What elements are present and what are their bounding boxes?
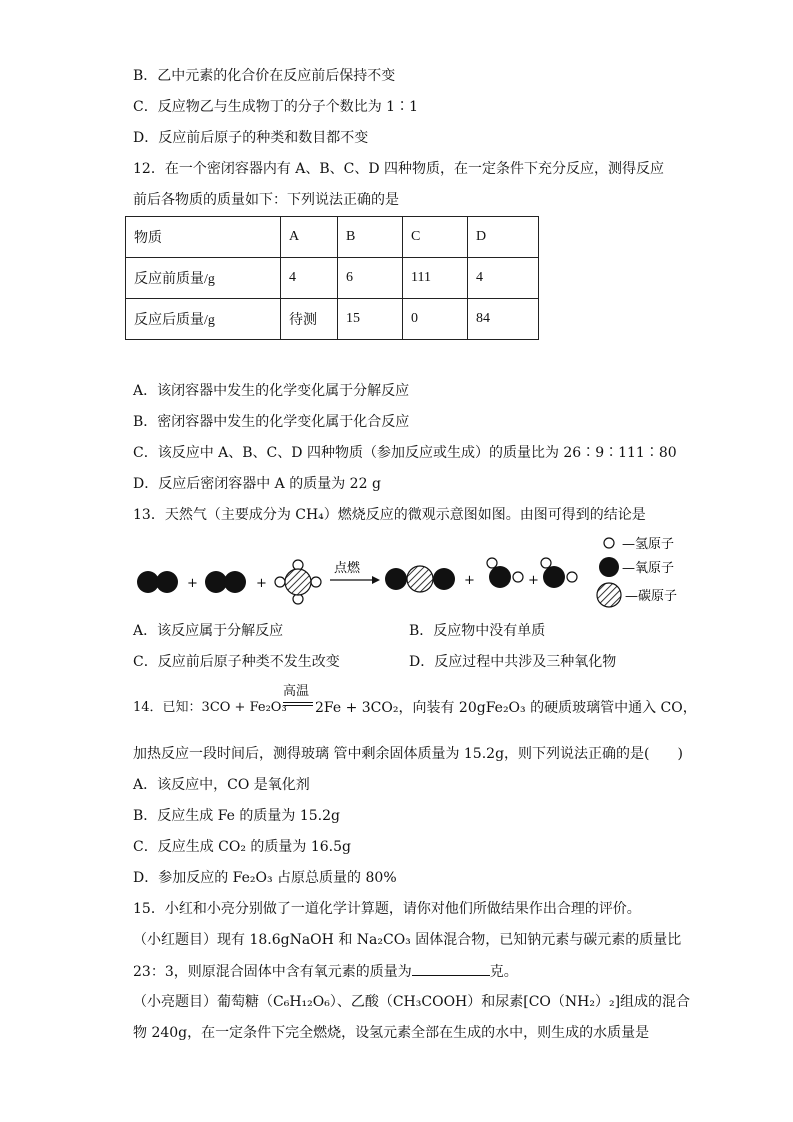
table-cell: B bbox=[338, 217, 403, 258]
table-cell: 6 bbox=[338, 258, 403, 299]
q13-option-b: B．反应物中没有单质 bbox=[409, 623, 546, 639]
q12-stem: 12．在一个密闭容器内有 A、B、C、D 四种物质，在一定条件下充分反应，测得反应 bbox=[133, 161, 665, 177]
table-cell: C bbox=[403, 217, 468, 258]
q12-option-c: C．该反应中 A、B、C、D 四种物质（参加反应或生成）的质量比为 26∶9∶111∶80 bbox=[133, 445, 677, 461]
legend-hydrogen: —氢原子 bbox=[622, 537, 675, 552]
q15-xiaohong-text: 23：3，则原混合固体中含有氧元素的质量为 bbox=[133, 964, 412, 980]
answer-blank[interactable] bbox=[412, 961, 490, 976]
carbon-dioxide-molecule bbox=[385, 566, 455, 592]
q15-stem: 15．小红和小亮分别做了一道化学计算题，请你对他们所做结果作出合理的评价。 bbox=[133, 901, 641, 917]
q13-option-d: D．反应过程中共涉及三种氧化物 bbox=[409, 654, 617, 670]
methane-molecule bbox=[275, 560, 321, 604]
table-cell: 15 bbox=[338, 299, 403, 340]
q14-option-d: D．参加反应的 Fe₂O₃ 占原总质量的 80% bbox=[133, 870, 397, 886]
plus-sign: + bbox=[464, 573, 475, 588]
carbon-legend-icon bbox=[597, 583, 621, 607]
table-cell: 反应前质量/g bbox=[126, 258, 281, 299]
equation-sign bbox=[283, 705, 313, 706]
q13-option-c: C．反应前后原子种类不发生改变 bbox=[133, 654, 340, 670]
table-row bbox=[126, 299, 539, 340]
q14-stem-left: 14．已知：3CO + Fe₂O₃ bbox=[133, 700, 287, 715]
reaction-diagram bbox=[128, 530, 688, 612]
legend bbox=[597, 537, 677, 607]
q14-option-b: B．反应生成 Fe 的质量为 15.2g bbox=[133, 808, 341, 824]
plus-sign: + bbox=[187, 576, 198, 591]
q15-xiaoliang-cont: 物 240g，在一定条件下完全燃烧，设氢元素全部在生成的水中，则生成的水质量是 bbox=[133, 1025, 650, 1041]
table-cell: 4 bbox=[281, 258, 338, 299]
q14-stem-right: 2Fe + 3CO₂，向装有 20gFe₂O₃ 的硬质玻璃管中通入 CO， bbox=[315, 700, 697, 716]
q11-option-d: D．反应前后原子的种类和数目都不变 bbox=[133, 130, 369, 146]
q11-option-c: C．反应物乙与生成物丁的分子个数比为 1∶1 bbox=[133, 99, 418, 115]
table-cell: D bbox=[468, 217, 539, 258]
q15-xiaohong: （小红题目）现有 18.6gNaOH 和 Na₂CO₃ 固体混合物，已知钠元素与碳元素的质量比 bbox=[133, 932, 682, 948]
table-row bbox=[126, 217, 539, 258]
q12-stem-cont: 前后各物质的质量如下：下列说法正确的是 bbox=[133, 192, 399, 208]
table-cell: 4 bbox=[468, 258, 539, 299]
reaction-arrow bbox=[330, 576, 380, 584]
table-cell: 84 bbox=[468, 299, 539, 340]
q12-option-a: A．该闭容器中发生的化学变化属于分解反应 bbox=[133, 383, 410, 399]
mass-table bbox=[125, 216, 539, 340]
plus-sign: + bbox=[528, 573, 539, 588]
hydrogen-legend-icon bbox=[604, 538, 614, 548]
water-molecule bbox=[541, 558, 577, 588]
q13-option-a: A．该反应属于分解反应 bbox=[133, 623, 284, 639]
table-row bbox=[126, 258, 539, 299]
q15-xiaoliang: （小亮题目）葡萄糖（C₆H₁₂O₆）、乙酸（CH₃COOH）和尿素[CO（NH₂）₂]组成的混合 bbox=[133, 994, 691, 1010]
q11-option-b: B．乙中元素的化合价在反应前后保持不变 bbox=[133, 68, 396, 84]
oxygen-molecule bbox=[205, 571, 246, 593]
reaction-condition: 高温 bbox=[283, 684, 310, 699]
q12-option-d: D．反应后密闭容器中 A 的质量为 22 g bbox=[133, 476, 381, 492]
oxygen-legend-icon bbox=[599, 557, 619, 577]
q14-option-a: A．该反应中，CO 是氧化剂 bbox=[133, 777, 310, 793]
equation-sign bbox=[283, 702, 313, 703]
plus-sign: + bbox=[256, 576, 267, 591]
q14-stem-cont: 加热反应一段时间后，测得玻璃 管中剩余固体质量为 15.2g，则下列说法正确的是( ) bbox=[133, 746, 683, 762]
q13-stem: 13．天然气（主要成分为 CH₄）燃烧反应的微观示意图如图。由图可得到的结论是 bbox=[133, 507, 646, 523]
table-cell: A bbox=[281, 217, 338, 258]
arrow-label: 点燃 bbox=[334, 560, 361, 575]
table-cell: 待测 bbox=[281, 299, 338, 340]
table-cell: 111 bbox=[403, 258, 468, 299]
water-molecule bbox=[487, 558, 523, 588]
legend-carbon: —碳原子 bbox=[625, 589, 678, 604]
q15-unit: 克。 bbox=[489, 964, 518, 980]
q14-option-c: C．反应生成 CO₂ 的质量为 16.5g bbox=[133, 839, 351, 855]
table-cell: 反应后质量/g bbox=[126, 299, 281, 340]
q12-option-b: B．密闭容器中发生的化学变化属于化合反应 bbox=[133, 414, 410, 430]
q15-xiaohong-cont bbox=[133, 961, 518, 982]
oxygen-molecule bbox=[137, 571, 178, 593]
table-cell: 0 bbox=[403, 299, 468, 340]
legend-oxygen: —氧原子 bbox=[622, 561, 675, 576]
table-cell: 物质 bbox=[126, 217, 281, 258]
